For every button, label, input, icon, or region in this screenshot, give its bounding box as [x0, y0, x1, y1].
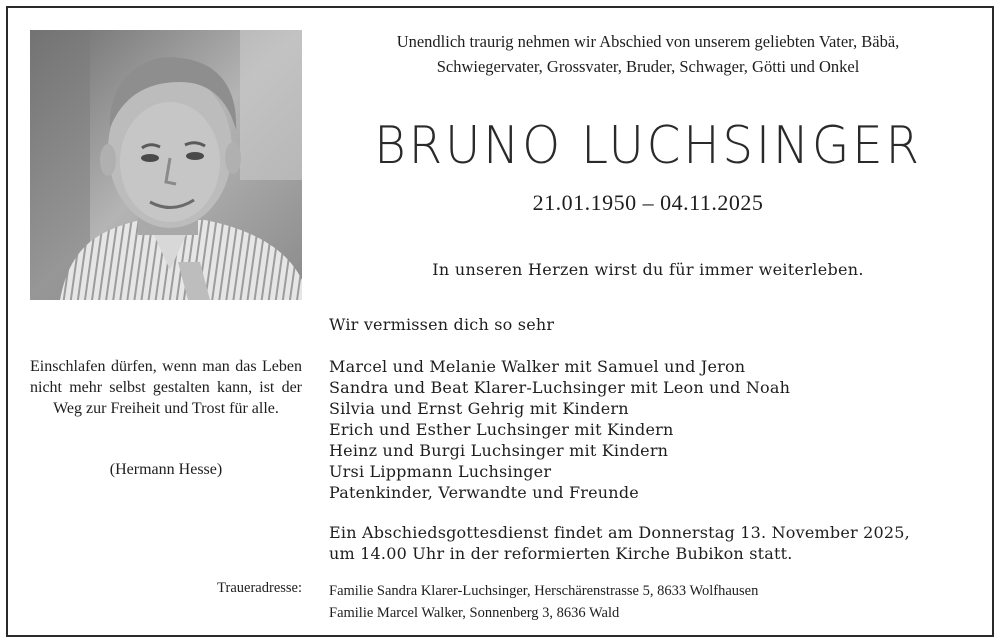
- life-dates: 21.01.1950 – 04.11.2025: [532, 190, 764, 215]
- service-line-1: Ein Abschiedsgottesdienst findet am Donnerstag 13. November 2025,: [329, 523, 910, 542]
- deceased-name: BRUNO LUCHSINGER: [374, 116, 922, 176]
- quote-text: Einschlafen dürfen, wenn man das Leben nicht mehr selbst gestalten kann, ist der Weg zur Freiheit und Trost für alle.: [30, 358, 302, 417]
- mourner-item: Silvia und Ernst Gehrig mit Kindern: [329, 399, 629, 418]
- intro-line-1: Unendlich traurig nehmen wir Abschied von unserem geliebten Vater, Bäbä,: [396, 32, 900, 51]
- address-line-1: Familie Sandra Klarer-Luchsinger, Herschärenstrasse 5, 8633 Wolfhausen: [329, 583, 759, 599]
- quote-author: (Hermann Hesse): [109, 461, 223, 478]
- portrait-photo: [30, 30, 302, 300]
- address-label: Traueradresse:: [217, 580, 302, 596]
- miss-line: Wir vermissen dich so sehr: [329, 315, 555, 334]
- portrait-image: [30, 30, 302, 300]
- motto: In unseren Herzen wirst du für immer weiterleben.: [432, 260, 864, 279]
- address-block: [329, 580, 758, 624]
- mourner-item: Ursi Lippmann Luchsinger: [329, 462, 552, 481]
- mourner-item: Heinz und Burgi Luchsinger mit Kindern: [329, 441, 669, 460]
- mourner-item: Marcel und Melanie Walker mit Samuel und Jeron: [329, 357, 746, 376]
- mourner-item: Erich und Esther Luchsinger mit Kindern: [329, 420, 674, 439]
- address-line-2: Familie Marcel Walker, Sonnenberg 3, 8636 Wald: [329, 605, 620, 621]
- service-line-2: um 14.00 Uhr in der reformierten Kirche Bubikon statt.: [329, 544, 793, 563]
- intro-line-2: Schwiegervater, Grossvater, Bruder, Schwager, Götti und Onkel: [436, 57, 860, 76]
- intro-text: [318, 29, 978, 79]
- mourners-list: [329, 356, 979, 503]
- mourner-item: Sandra und Beat Klarer-Luchsinger mit Leon und Noah: [329, 378, 791, 397]
- mourner-item: Patenkinder, Verwandte und Freunde: [329, 483, 639, 502]
- service-notice: [329, 522, 979, 564]
